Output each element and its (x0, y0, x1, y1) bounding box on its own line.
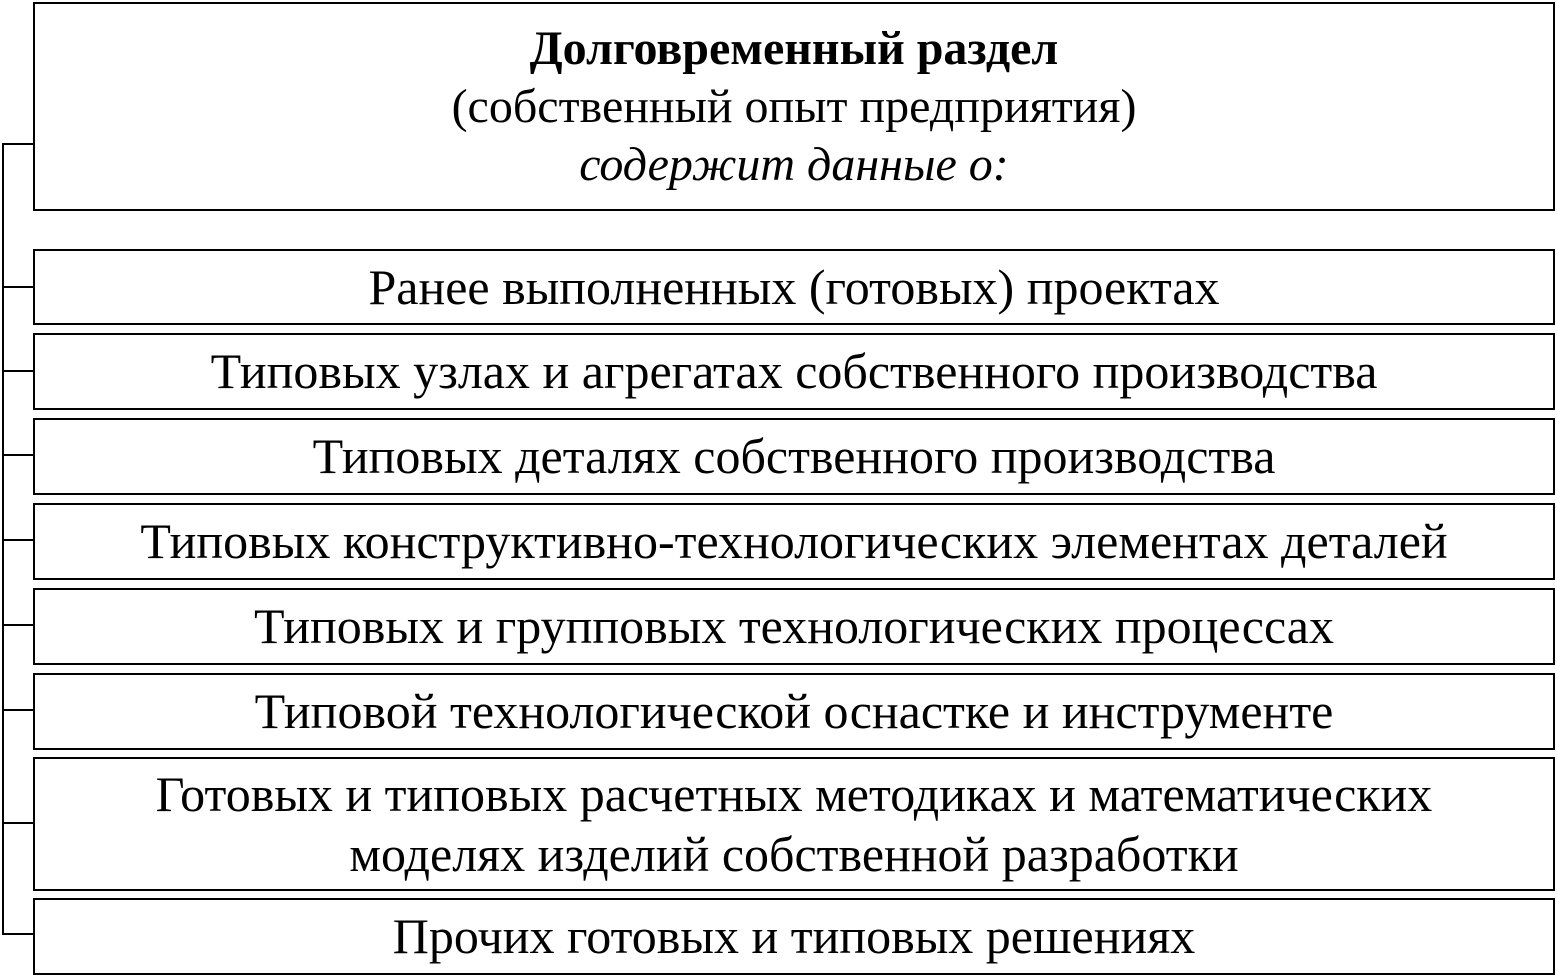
item-label: Типовых узлах и агрегатах собственного производства (210, 343, 1378, 399)
header-note: содержит данные о: (579, 137, 1009, 191)
item-box-7 (33, 757, 1555, 891)
connector-item-5 (2, 624, 35, 626)
item-label: Типовых деталях собственного производства (312, 428, 1276, 484)
header-box (33, 2, 1555, 211)
connector-header (2, 143, 35, 145)
item-label-line-2: моделях изделий собственной разработки (349, 826, 1239, 882)
item-box-5 (33, 588, 1555, 665)
connector-item-6 (2, 709, 35, 711)
item-label: Прочих готовых и типовых решениях (392, 908, 1196, 964)
header-title: Долговременный раздел (529, 21, 1059, 75)
item-box-3 (33, 418, 1555, 495)
connector-item-8 (2, 933, 35, 935)
connector-item-2 (2, 370, 35, 372)
connector-item-4 (2, 539, 35, 541)
connector-item-7 (2, 822, 35, 824)
item-label-line-1: Готовых и типовых расчетных методиках и математических (155, 766, 1433, 822)
item-label: Типовых конструктивно-технологических элементах деталей (140, 513, 1448, 569)
item-box-1 (33, 249, 1555, 325)
item-label: Типовой технологической оснастке и инструменте (254, 683, 1334, 739)
item-box-6 (33, 673, 1555, 750)
connector-item-1 (2, 286, 35, 288)
item-box-2 (33, 333, 1555, 410)
item-label: Ранее выполненных (готовых) проектах (368, 258, 1220, 315)
connector-item-3 (2, 454, 35, 456)
item-box-4 (33, 503, 1555, 580)
item-box-8 (33, 898, 1555, 975)
header-subtitle: (собственный опыт предприятия) (451, 79, 1137, 133)
item-label: Типовых и групповых технологических процессах (253, 598, 1334, 654)
